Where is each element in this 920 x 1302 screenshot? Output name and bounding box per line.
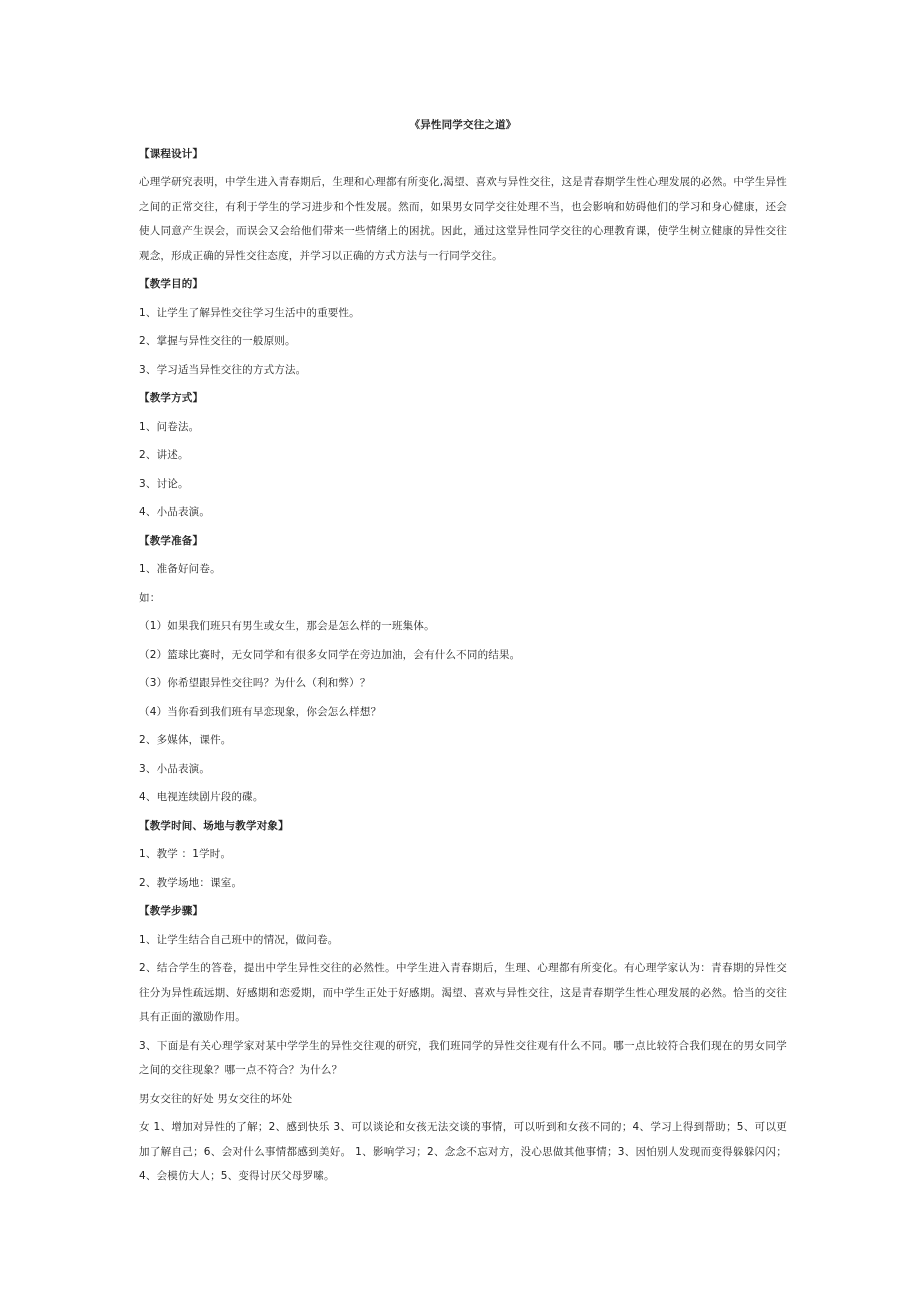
list-item: （4）当你看到我们班有早恋现象，你会怎么样想？ [139, 705, 382, 718]
list-item: （1）如果我们班只有男生或女生，那会是怎么样的一班集体。 [139, 620, 435, 632]
comparison-body: 女 1、增加对异性的了解；2、感到快乐 3、可以谈论和女孩无法交谈的事情，可以听到和女孩不同的；4、学习上得到帮助；5、可以更加了解自己；6、会对什么事情都感到美好。 1、影响学习；2、念念不忘对方，没心思做其他事情；3、因怕别人发现而变得躲躲闪闪；4、会模仿大人；5、变得讨厌父母罗嗦。 [139, 1121, 787, 1182]
course-design-paragraph: 心理学研究表明，中学生进入青春期后，生理和心理都有所变化,渴望、喜欢与异性交往，这是青春期学生性心理发展的必然。中学生异性之间的正常交往，有利于学生的学习进步和个性发展。然而，如果男女同学交往处理不当，也会影响和妨碍他们的学习和身心健康，还会使人同意产生误会，而误会又会给他们带来一些情绪上的困扰。因此，通过这堂异性同学交往的心理教育课，使学生树立健康的异性交往观念，形成正确的异性交往态度，并学习以正确的方式方法与一行同学交往。 [139, 176, 787, 262]
section-heading-teaching-methods: 【教学方式】 [139, 392, 204, 404]
document-page [139, 113, 787, 1193]
list-item: 1、准备好问卷。 [139, 563, 221, 575]
list-item: 2、多媒体，课件。 [139, 734, 232, 746]
list-item: 2、掌握与异性交往的一般原则。 [139, 335, 296, 347]
list-item: 1、让学生结合自己班中的情况，做问卷。 [139, 933, 339, 946]
section-heading-teaching-steps: 【教学步骤】 [139, 905, 204, 917]
list-item: 3、讨论。 [139, 477, 189, 490]
list-item: 2、教学场地：课室。 [139, 876, 243, 889]
document-title: 《异性同学交往之道》 [409, 119, 517, 131]
list-item: 1、教学 ：1学时。 [139, 848, 232, 860]
list-item: 2、讲述。 [139, 449, 189, 461]
list-item: （2）篮球比赛时，无女同学和有很多女同学在旁边加油，会有什么不同的结果。 [139, 648, 521, 661]
list-item: 4、电视连续剧片段的碟。 [139, 791, 264, 803]
step-3-paragraph: 3、下面是有关心理学家对某中学学生的异性交往观的研究，我们班同学的异性交往观有什么不同。哪一点比较符合我们现在的男女同学之间的交往现象？哪一点不符合？为什么？ [139, 1039, 787, 1076]
section-heading-course-design: 【课程设计】 [139, 147, 204, 160]
list-item: 1、让学生了解异性交往学习生活中的重要性。 [139, 306, 360, 319]
section-heading-teaching-preparation: 【教学准备】 [139, 534, 204, 547]
list-item: （3）你希望跟异性交往吗？为什么（利和弊）？ [139, 677, 371, 689]
comparison-header: 男女交往的好处 男女交往的坏处 [139, 1092, 293, 1105]
section-heading-teaching-goals: 【教学目的】 [139, 278, 204, 290]
step-2-paragraph: 2、结合学生的答卷，提出中学生异性交往的必然性。中学生进入青春期后，生理、心理都有所变化。有心理学家认为：青春期的异性交往分为异性疏远期、好感期和恋爱期，而中学生正处于好感期。渴望、喜欢与异性交往，这是青春期学生性心理发展的必然。恰当的交往具有正面的激励作用。 [139, 962, 787, 1023]
list-item: 如： [139, 591, 161, 604]
list-item: 1、问卷法。 [139, 420, 200, 433]
list-item: 4、小品表演。 [139, 506, 211, 518]
section-heading-time-venue-audience: 【教学时间、场地与教学对象】 [139, 819, 289, 832]
list-item: 3、小品表演。 [139, 762, 211, 775]
list-item: 3、学习适当异性交往的方式方法。 [139, 363, 307, 376]
